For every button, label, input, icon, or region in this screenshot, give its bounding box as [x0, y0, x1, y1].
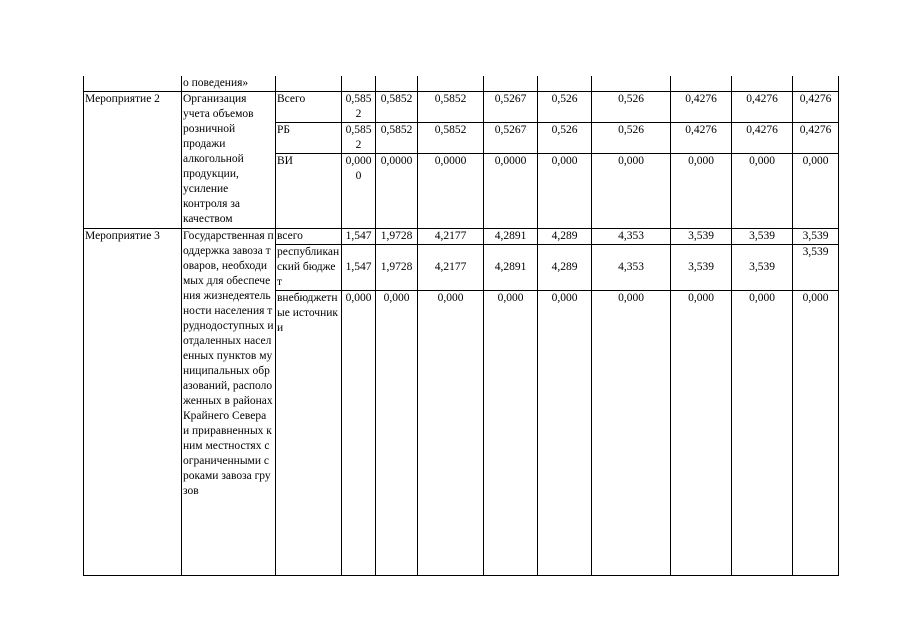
event3-description: Государственная поддержка завоза товаров, необходимых для обеспечения жизнедеятельности населения труднодоступных и отдаленных населенных пунктов муниципальных образований, расположенных в районах Крайнего Севера и приравненных к ним местностях с ограниченными сроками завоза грузов [182, 229, 276, 576]
event3-source-total: всего [276, 229, 342, 245]
program-budget-table [83, 76, 839, 576]
table-row-event2-rb: РБ 0,5852 0,5852 0,5852 0,5267 0,526 0,526 0,4276 0,4276 0,4276 [84, 123, 839, 154]
table-row-event3-total: Мероприятие 3 Государственная поддержка завоза товаров, необходимых для обеспечения жизнедеятельности населения труднодоступных и отдаленных населенных пунктов муниципальных образований, расположенных в районах Крайнего Севера и приравненных к ним местностях с ограниченными сроками завоза грузов всего 1,547 1,9728 4,2177 4,2891 4,289 4,353 3,539 3,539 3,539 [84, 229, 839, 245]
event3-source-rb: республиканский бюджет [276, 245, 342, 291]
event2-source-rb: РБ [276, 123, 342, 154]
event2-description: Организация учета объемов розничной продажи алкогольной продукции, усиление контроля за качеством [182, 92, 276, 229]
table-row-continuation [84, 76, 839, 92]
document-page [83, 76, 839, 576]
event2-source-total: Всего [276, 92, 342, 123]
table-row-event3-vi: внебюджетные источники 0,000 0,000 0,000 0,000 0,000 0,000 0,000 0,000 0,000 [84, 291, 839, 576]
event2-source-vi: ВИ [276, 154, 342, 229]
table-row-event3-rb: республиканский бюджет 1,547 1,9728 4,2177 4,2891 4,289 4,353 3,539 3,539 3,539 [84, 245, 839, 291]
event3-source-vi: внебюджетные источники [276, 291, 342, 576]
continuation-text: о поведения» [182, 76, 276, 92]
table-row-event2-vi: ВИ 0,0000 0,0000 0,0000 0,0000 0,000 0,000 0,000 0,000 0,000 [84, 154, 839, 229]
event3-name: Мероприятие 3 [84, 229, 182, 576]
event2-name: Мероприятие 2 [84, 92, 182, 229]
table-row-event2-total: Мероприятие 2 Организация учета объемов розничной продажи алкогольной продукции, усиление контроля за качеством Всего 0,5852 0,5852 0,5852 0,5267 0,526 0,526 0,4276 0,4276 0,4276 [84, 92, 839, 123]
